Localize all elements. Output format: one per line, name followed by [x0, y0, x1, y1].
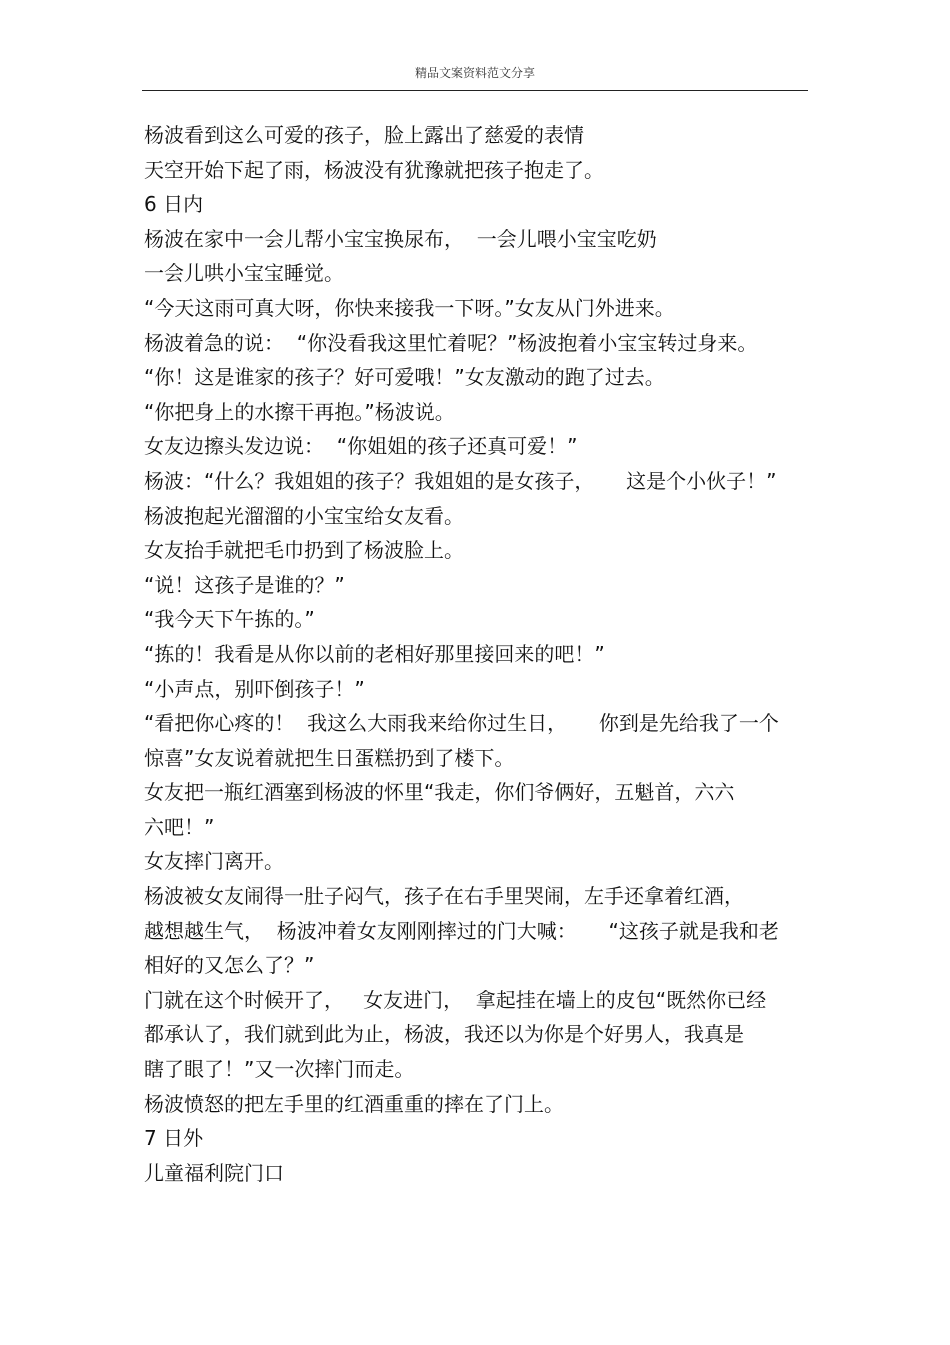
text-line: 越想越生气， 杨波冲着女友刚刚摔过的门大喊： “这孩子就是我和老 — [144, 918, 779, 943]
page-header: 精品文案资料范文分享 — [414, 66, 535, 80]
text-line: 杨波愤怒的把左手里的红酒重重的摔在了门上。 — [144, 1091, 564, 1116]
text-line: “你！这是谁家的孩子？好可爱哦！”女友激动的跑了过去。 — [144, 365, 665, 390]
text-line: 杨波：“什么？我姐姐的孩子？我姐姐的是女孩子， 这是个小伙子！” — [144, 468, 777, 493]
text-line: 杨波被女友闹得一肚子闷气，孩子在右手里哭闹，左手还拿着红酒， — [144, 884, 744, 909]
text-line: 女友边擦头发边说： “你姐姐的孩子还真可爱！” — [144, 434, 578, 459]
text-line: “你把身上的水擦干再抱。”杨波说。 — [144, 399, 455, 424]
text-line: 杨波看到这么可爱的孩子，脸上露出了慈爱的表情 — [144, 123, 584, 147]
text-line: 门就在这个时候开了， 女友进门， 拿起挂在墙上的皮包“既然你已经 — [144, 987, 767, 1012]
text-line: 女友把一瓶红酒塞到杨波的怀里“我走，你们爷俩好，五魁首，六六 — [144, 780, 735, 805]
text-line: 杨波着急的说： “你没看我这里忙着呢？”杨波抱着小宝宝转过身来。 — [144, 330, 758, 355]
text-line: “今天这雨可真大呀，你快来接我一下呀。”女友从门外进来。 — [144, 295, 675, 320]
text-line: 一会儿哄小宝宝睡觉。 — [144, 261, 344, 286]
text-line: 女友摔门离开。 — [144, 849, 284, 874]
text-line: “我今天下午拣的。” — [144, 607, 315, 632]
text-line: “说！这孩子是谁的？” — [144, 572, 345, 597]
text-line: “拣的！我看是从你以前的老相好那里接回来的吧！” — [144, 641, 605, 666]
text-line: “看把你心疼的！ 我这么大雨我来给你过生日， 你到是先给我了一个 — [144, 711, 779, 736]
text-line: 惊喜”女友说着就把生日蛋糕扔到了楼下。 — [144, 745, 515, 770]
text-line: 儿童福利院门口 — [144, 1160, 284, 1185]
text-line: 瞎了眼了！”又一次摔门而走。 — [144, 1057, 415, 1082]
text-line: 都承认了，我们就到此为止，杨波，我还以为你是个好男人，我真是 — [144, 1022, 744, 1047]
scene-heading: 6 日内 — [144, 192, 204, 217]
text-line: 相好的又怎么了？” — [144, 953, 315, 978]
text-line: 杨波在家中一会儿帮小宝宝换尿布， 一会儿喂小宝宝吃奶 — [144, 226, 657, 251]
text-line: 杨波抱起光溜溜的小宝宝给女友看。 — [144, 503, 464, 528]
header-divider — [142, 90, 808, 91]
document-body — [144, 118, 808, 1190]
text-line: 六吧！” — [144, 814, 215, 839]
text-line: 天空开始下起了雨，杨波没有犹豫就把孩子抱走了。 — [144, 157, 604, 182]
scene-heading: 7 日外 — [144, 1126, 204, 1151]
text-line: 女友抬手就把毛巾扔到了杨波脸上。 — [144, 538, 464, 563]
text-line: “小声点，别吓倒孩子！” — [144, 676, 365, 701]
